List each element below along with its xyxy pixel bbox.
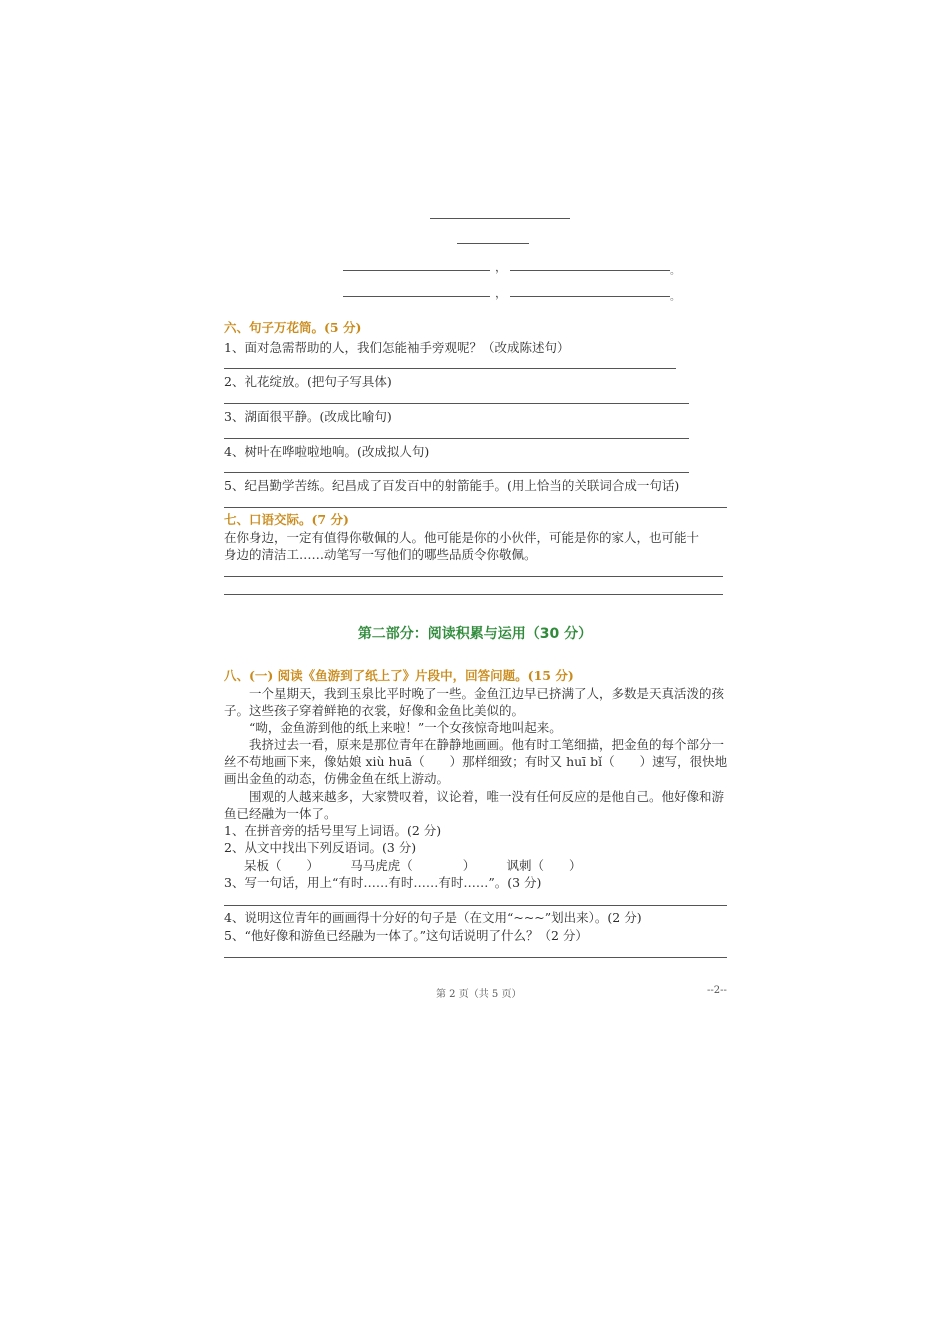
- section6-q5: 5、纪昌勤学苦练。纪昌成了百发百中的射箭能手。(用上恰当的关联词合成一句话): [224, 478, 680, 493]
- answer-line[interactable]: [224, 472, 689, 473]
- answer-line[interactable]: [457, 243, 529, 244]
- section6-q2: 2、礼花绽放。(把句子写具体): [224, 374, 392, 389]
- passage-paragraph-1: 一个星期天，我到玉泉比平时晚了一些。金鱼江边早已挤满了人，多数是天真活泼的孩子。这些孩子穿着鲜艳的衣裳，好像和金鱼比美似的。: [224, 686, 725, 718]
- answer-line[interactable]: [343, 296, 490, 297]
- passage-paragraph-2: “呦，金鱼游到他的纸上来啦！”一个女孩惊奇地叫起来。: [249, 720, 562, 735]
- answer-line[interactable]: [224, 576, 723, 577]
- answer-line[interactable]: [224, 438, 689, 439]
- section7-line2: 身边的清洁工……动笔写一写他们的哪些品质令你敬佩。: [224, 547, 537, 562]
- answer-line[interactable]: [224, 507, 727, 508]
- answer-line[interactable]: [510, 270, 670, 271]
- answer-line[interactable]: [343, 270, 490, 271]
- answer-line[interactable]: [224, 403, 689, 404]
- answer-line[interactable]: [430, 218, 570, 219]
- section7-heading: 七、口语交际。(7 分): [224, 512, 349, 527]
- comma-mark: ，: [495, 260, 508, 274]
- section8-q2: 2、从文中找出下列反语词。(3 分): [224, 840, 417, 855]
- section6-heading: 六、句子万花筒。(5 分): [224, 320, 362, 335]
- passage-paragraph-4: 围观的人越来越多，大家赞叹着，议论着，唯一没有任何反应的是他自己。他好像和游鱼已经融为一体了。: [224, 789, 725, 821]
- answer-line[interactable]: [224, 905, 727, 906]
- section8-q4: 4、说明这位青年的画画得十分好的句子是（在文用“~~~”划出来）。(2 分): [224, 910, 642, 925]
- section6-q4: 4、树叶在哗啦啦地响。(改成拟人句): [224, 444, 430, 459]
- section6-q1: 1、面对急需帮助的人，我们怎能袖手旁观呢？（改成陈述句）: [224, 340, 570, 355]
- section7-line1: 在你身边，一定有值得你敬佩的人。他可能是你的小伙伴，可能是你的家人，也可能十: [224, 530, 700, 545]
- part2-title: 第二部分：阅读积累与运用（30 分）: [357, 626, 593, 642]
- passage-paragraph-3: 我挤过去一看，原来是那位青年在静静地画画。他有时工笔细描，把金鱼的每个部分一丝不苟地画下来，像姑娘 xiù huā（ ）那样细致；有时又 huī bǐ（ ）速写，很快地画出金鱼的动态，仿佛金鱼在纸上游动。: [224, 737, 728, 786]
- section8-q1: 1、在拼音旁的括号里写上词语。(2 分): [224, 823, 442, 838]
- section6-q3: 3、湖面很平静。(改成比喻句): [224, 409, 392, 424]
- answer-line[interactable]: [224, 957, 727, 958]
- page-footer: 第 2 页（共 5 页）: [436, 989, 522, 1000]
- comma-mark: ，: [495, 286, 508, 300]
- period-mark: 。: [670, 292, 680, 303]
- period-mark: 。: [670, 266, 680, 277]
- answer-line[interactable]: [224, 368, 676, 369]
- section8-heading: 八、(一) 阅读《鱼游到了纸上了》片段中，回答问题。(15 分): [224, 668, 574, 683]
- section8-q3: 3、写一句话，用上“有时……有时……有时……”。(3 分): [224, 875, 542, 890]
- answer-line[interactable]: [510, 296, 670, 297]
- section8-q2-items: 呆板（ ） 马马虎虎（ ） 讽刺（ ）: [244, 858, 582, 873]
- section8-q5: 5、“他好像和游鱼已经融为一体了。”这句话说明了什么？（2 分）: [224, 928, 588, 943]
- answer-line[interactable]: [224, 594, 723, 595]
- page-number: --2--: [707, 985, 727, 996]
